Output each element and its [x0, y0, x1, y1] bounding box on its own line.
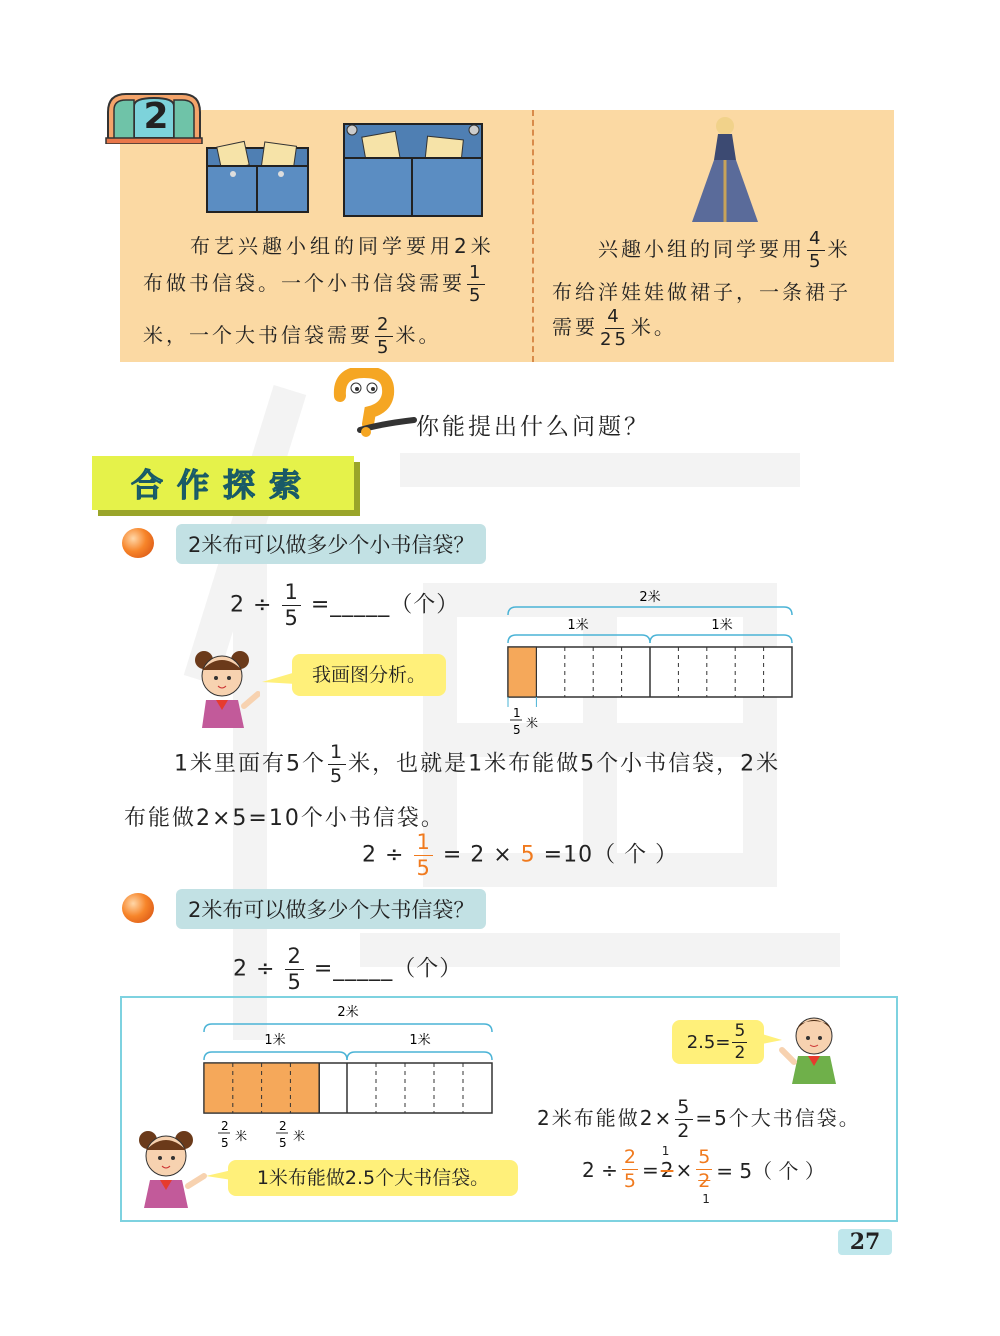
q1-equation: 2 ÷ $\frac{1}{5}$ =_____（个）: [230, 580, 460, 630]
q2-explain: 2米布能做2× $\frac{5}{2}$ =5个大书信袋。: [537, 1096, 861, 1142]
small-pocket-illustration: [205, 140, 310, 214]
q1-explain-line2: 布能做2×5=10个小书信袋。: [124, 806, 445, 831]
q1-piece-den: 5: [513, 723, 521, 737]
page-number: 27: [838, 1229, 892, 1255]
q2-bar-diagram: [195, 1000, 501, 1160]
bullet-ball-icon: [122, 528, 154, 558]
speech-tail: [206, 1168, 232, 1182]
q2-piece2-unit: 米: [293, 1129, 306, 1143]
q2-piece1-num: 2: [221, 1119, 229, 1133]
q1-calculation: 2 ÷ $\frac{1}{5}$ = 2 × 5 =10（ 个 ）: [362, 830, 679, 880]
q1-total-label: 2米: [639, 590, 661, 605]
top-right-line1: 兴趣小组的同学要用 $\frac{4}{5}$ 米: [598, 228, 851, 272]
example-number: 2: [143, 96, 169, 137]
q2-piece1-den: 5: [221, 1136, 229, 1150]
q1-half-right-label: 1米: [711, 618, 733, 633]
q1-bar-diagram: [500, 585, 800, 740]
speech-tail: [262, 670, 296, 688]
question1-bubble: 2米布可以做多少个小书信袋？: [176, 524, 486, 564]
question2-bubble: 2米布可以做多少个大书信袋？: [176, 889, 486, 929]
top-left-line2: 布做书信袋。一个小书信袋需要 $\frac{1}{5}$: [143, 262, 484, 306]
girl-speech-bubble: 我画图分析。: [292, 654, 446, 696]
q2-piece1-unit: 米: [235, 1129, 248, 1143]
question-mascot-icon: [330, 368, 418, 440]
q1-piece-unit: 米: [526, 716, 539, 730]
q1-half-left-label: 1米: [567, 618, 589, 633]
q2-total-label: 2米: [337, 1005, 359, 1020]
boy-character-illustration: [778, 1012, 848, 1084]
boy-speech-bubble: 2.5= $\frac{5}{2}$: [672, 1020, 764, 1064]
q2-equation: 2 ÷ $\frac{2}{5}$ =_____（个）: [233, 944, 463, 994]
doll-illustration: [688, 112, 762, 224]
top-left-line1: 布艺兴趣小组的同学要用2米: [190, 234, 495, 258]
top-right-line3: 需要 $\frac{4}{25}$ 米。: [552, 306, 677, 350]
q2-piece2-den: 5: [279, 1136, 287, 1150]
q2-calculation: 2 ÷ $\frac{2}{5}$ = 2 1 × $\frac{5}{2}$ 1 = 5（ 个 ）: [582, 1143, 825, 1206]
girl2-speech-bubble: 1米布能做2.5个大书信袋。: [228, 1160, 518, 1196]
question-prompt: 你能提出什么问题？: [416, 414, 650, 440]
q1-explain-line1: 1米里面有5个 $\frac{1}{5}$ 米，也就是1米布能做5个小书信袋，2米: [174, 741, 781, 787]
bullet-ball-icon: [122, 893, 154, 923]
section-title: 合作探索: [130, 466, 315, 504]
girl-character-illustration: [188, 648, 260, 728]
panel-divider: [532, 110, 534, 362]
q2-half-left-label: 1米: [264, 1033, 286, 1048]
top-left-line3: 米，一个大书信袋需要 $\frac{2}{5}$ 米。: [143, 314, 442, 358]
top-right-line2: 布给洋娃娃做裙子，一条裙子: [552, 280, 851, 304]
q2-half-right-label: 1米: [409, 1033, 431, 1048]
q2-piece2-num: 2: [279, 1119, 287, 1133]
large-pocket-illustration: [342, 120, 484, 218]
girl-character-illustration: [128, 1128, 208, 1208]
q1-piece-num: 1: [513, 706, 521, 720]
